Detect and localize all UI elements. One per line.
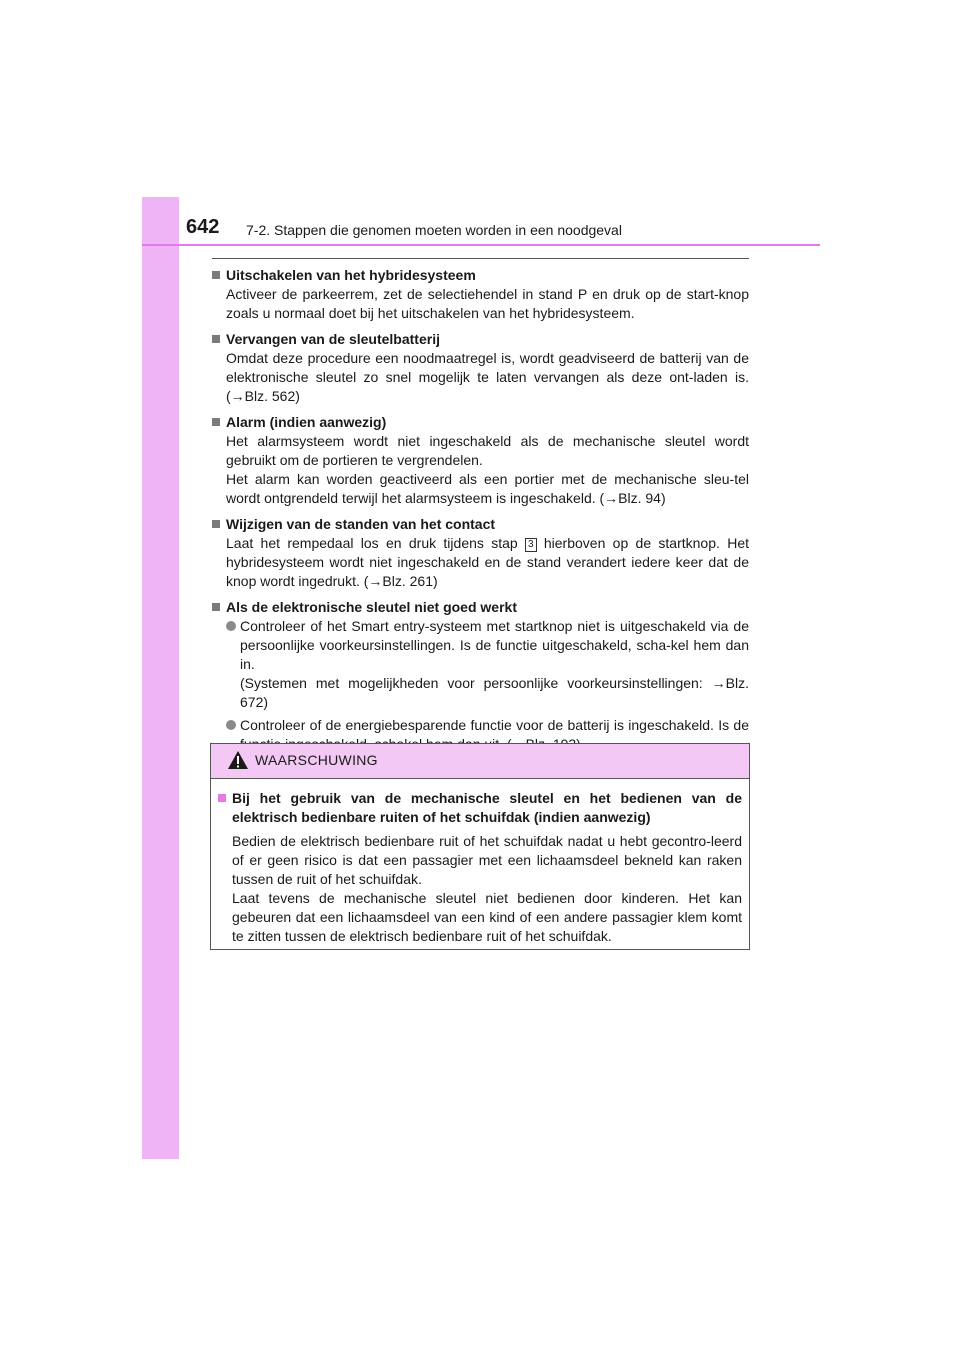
warning-box — [210, 743, 750, 950]
page-header — [142, 212, 820, 246]
section-title: Alarm (indien aanwezig) — [226, 414, 387, 430]
page-number: 642 — [186, 216, 220, 238]
square-bullet-icon — [212, 271, 220, 279]
section-paragraph: Het alarm kan worden geactiveerd als een portier met de mechanische sleu-tel wordt ontgrendeld terwijl het alarmsysteem is ingeschakeld. (→Blz. 94) — [226, 471, 749, 506]
warning-title: Bij het gebruik van de mechanische sleutel en het bedienen van de elektrisch bedienbare ruiten of het schuifdak (indien aanwezig) — [232, 790, 742, 825]
section-paragraph: Het alarmsysteem wordt niet ingeschakeld als de mechanische sleutel wordt gebruikt om de portieren te vergrendelen. — [226, 433, 749, 468]
section-paragraph: Activeer de parkeerrem, zet de selectiehendel in stand P en druk op de start-knop zoals u normaal doet bij het uitschakelen van het hybridesysteem. — [226, 286, 749, 321]
list-item — [212, 617, 749, 712]
section-title: Uitschakelen van het hybridesysteem — [226, 267, 476, 283]
bullet-line: Controleer of het Smart entry-systeem met startknop niet is uitgeschakeld via de persoonlijke voorkeursinstellingen. Is de functie uitgeschakeld, scha-kel hem dan in. — [240, 618, 749, 672]
warning-triangle-icon — [227, 750, 249, 770]
chapter-side-band — [142, 197, 179, 1159]
warning-label: WAARSCHUWING — [255, 752, 378, 768]
warning-paragraph: Bedien de elektrisch bedienbare ruit of het schuifdak nadat u hebt gecontro-leerd of er geen risico is dat een passagier met een lichaamsdeel bekneld kan raken tussen de ruit of het schuifdak. — [232, 833, 742, 887]
section-hybrid-shutdown — [212, 266, 749, 323]
section-paragraph: Omdat deze procedure een noodmaatregel is, wordt geadviseerd de batterij van de elektronische sleutel zo snel mogelijk te laten vervangen als deze ont-laden is. (→Blz. 562) — [226, 350, 749, 404]
round-bullet-icon — [226, 720, 236, 730]
bullet-line: Controleer of de energiebesparende functie voor de batterij is ingeschakeld. Is de — [240, 717, 749, 733]
square-bullet-icon — [212, 335, 220, 343]
section-ignition-modes — [212, 515, 749, 591]
square-bullet-icon — [212, 418, 220, 426]
square-bullet-icon — [218, 794, 226, 802]
warning-paragraph: Laat tevens de mechanische sleutel niet bedienen door kinderen. Het kan gebeuren dat een lichaamsdeel van een kind of een andere passagier klem komt te zitten tussen de elektrisch bedienbare ruit of het schuifdak. — [232, 890, 742, 944]
section-alarm — [212, 413, 749, 508]
main-content — [212, 258, 749, 761]
step-number-badge: 3 — [525, 538, 537, 552]
warning-header — [211, 744, 749, 779]
section-key-malfunction — [212, 598, 749, 754]
header-rule — [142, 244, 820, 246]
bullet-line: (Systemen met mogelijkheden voor persoonlijke voorkeursinstellingen: →Blz. 672) — [240, 675, 749, 710]
section-text-after-step: hierboven op de startknop. Het hybridesysteem wordt niet ingeschakeld en de stand verandert iedere keer dat de knop wordt ingedrukt. (→Blz. 261) — [226, 535, 749, 589]
section-title: Wijzigen van de standen van het contact — [226, 516, 496, 532]
section-key-battery — [212, 330, 749, 406]
square-bullet-icon — [212, 520, 220, 528]
chapter-title: 7-2. Stappen die genomen moeten worden in een noodgeval — [246, 222, 622, 238]
section-title: Vervangen van de sleutelbatterij — [226, 331, 440, 347]
square-bullet-icon — [212, 603, 220, 611]
round-bullet-icon — [226, 621, 236, 631]
section-text-before-step: Laat het rempedaal los en druk tijdens stap — [226, 535, 518, 551]
content-top-rule — [212, 258, 749, 259]
warning-body — [211, 779, 749, 946]
section-title: Als de elektronische sleutel niet goed werkt — [226, 599, 517, 615]
